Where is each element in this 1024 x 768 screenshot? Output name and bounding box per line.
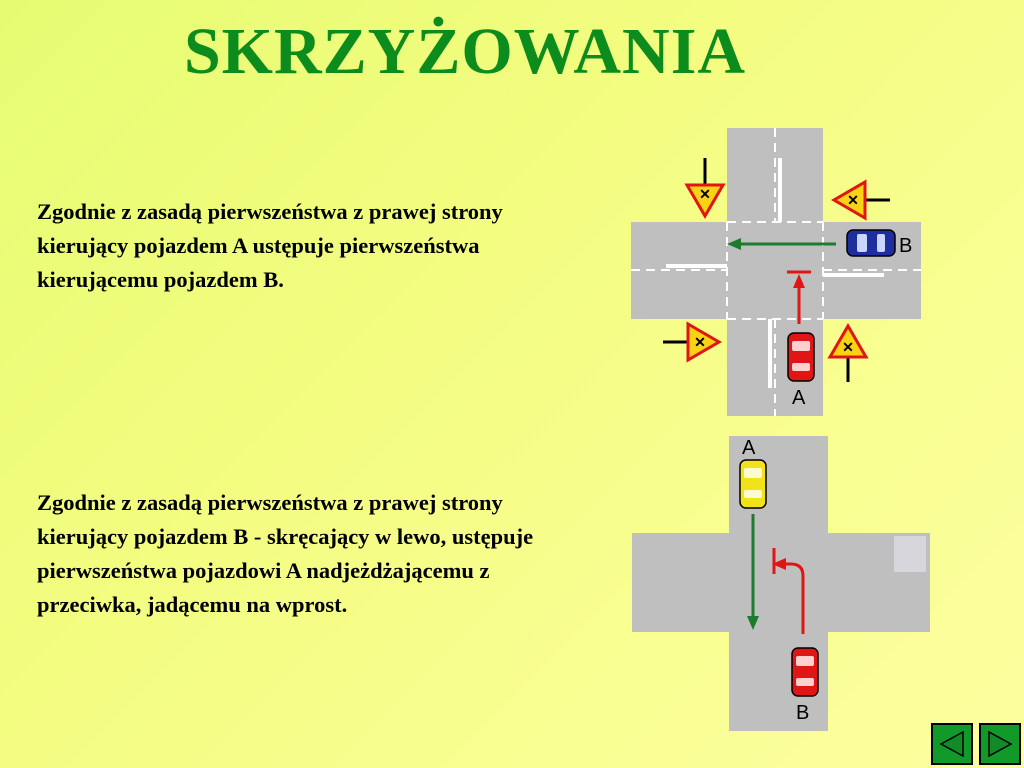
previous-slide-button[interactable] xyxy=(931,723,973,765)
svg-text:✕: ✕ xyxy=(699,188,711,203)
vehicle-b xyxy=(792,648,818,696)
slide-title: SKRZYŻOWANIA xyxy=(183,15,747,88)
next-slide-button[interactable] xyxy=(979,723,1021,765)
triangle-right-icon xyxy=(985,729,1015,759)
rule-text-2: Zgodnie z zasadą pierwszeństwa z prawej strony kierujący pojazdem B - skręcający w lewo, ustępuje pierwszeństwa pojazdowi A nadjeżdżającemu z przeciwka, jadącemu na wprost. xyxy=(37,490,534,617)
intersection-diagram-2 xyxy=(632,436,930,731)
vehicle-b-label: B xyxy=(796,702,810,724)
road-horizontal xyxy=(632,533,930,632)
yield-sign-icon xyxy=(687,158,723,216)
vehicle-a-label: A xyxy=(792,387,806,409)
svg-text:✕: ✕ xyxy=(694,336,706,351)
triangle-left-icon xyxy=(937,729,967,759)
vehicle-b xyxy=(847,230,895,256)
vehicle-b-label: B xyxy=(899,235,913,257)
svg-text:✕: ✕ xyxy=(847,194,859,209)
vehicle-a-label: A xyxy=(742,437,756,459)
road-patch xyxy=(894,536,926,572)
vehicle-a xyxy=(788,333,814,381)
rule-text-1: Zgodnie z zasadą pierwszeństwa z prawej strony kierujący pojazdem A ustępuje pierwszeństwa kierującemu pojazdem B. xyxy=(37,199,503,292)
vehicle-a xyxy=(740,460,766,508)
yield-sign-icon xyxy=(830,326,866,382)
svg-text:✕: ✕ xyxy=(842,341,854,356)
yield-sign-icon xyxy=(834,182,890,218)
yield-sign-icon xyxy=(663,324,719,360)
intersection-diagram-1 xyxy=(631,128,921,416)
